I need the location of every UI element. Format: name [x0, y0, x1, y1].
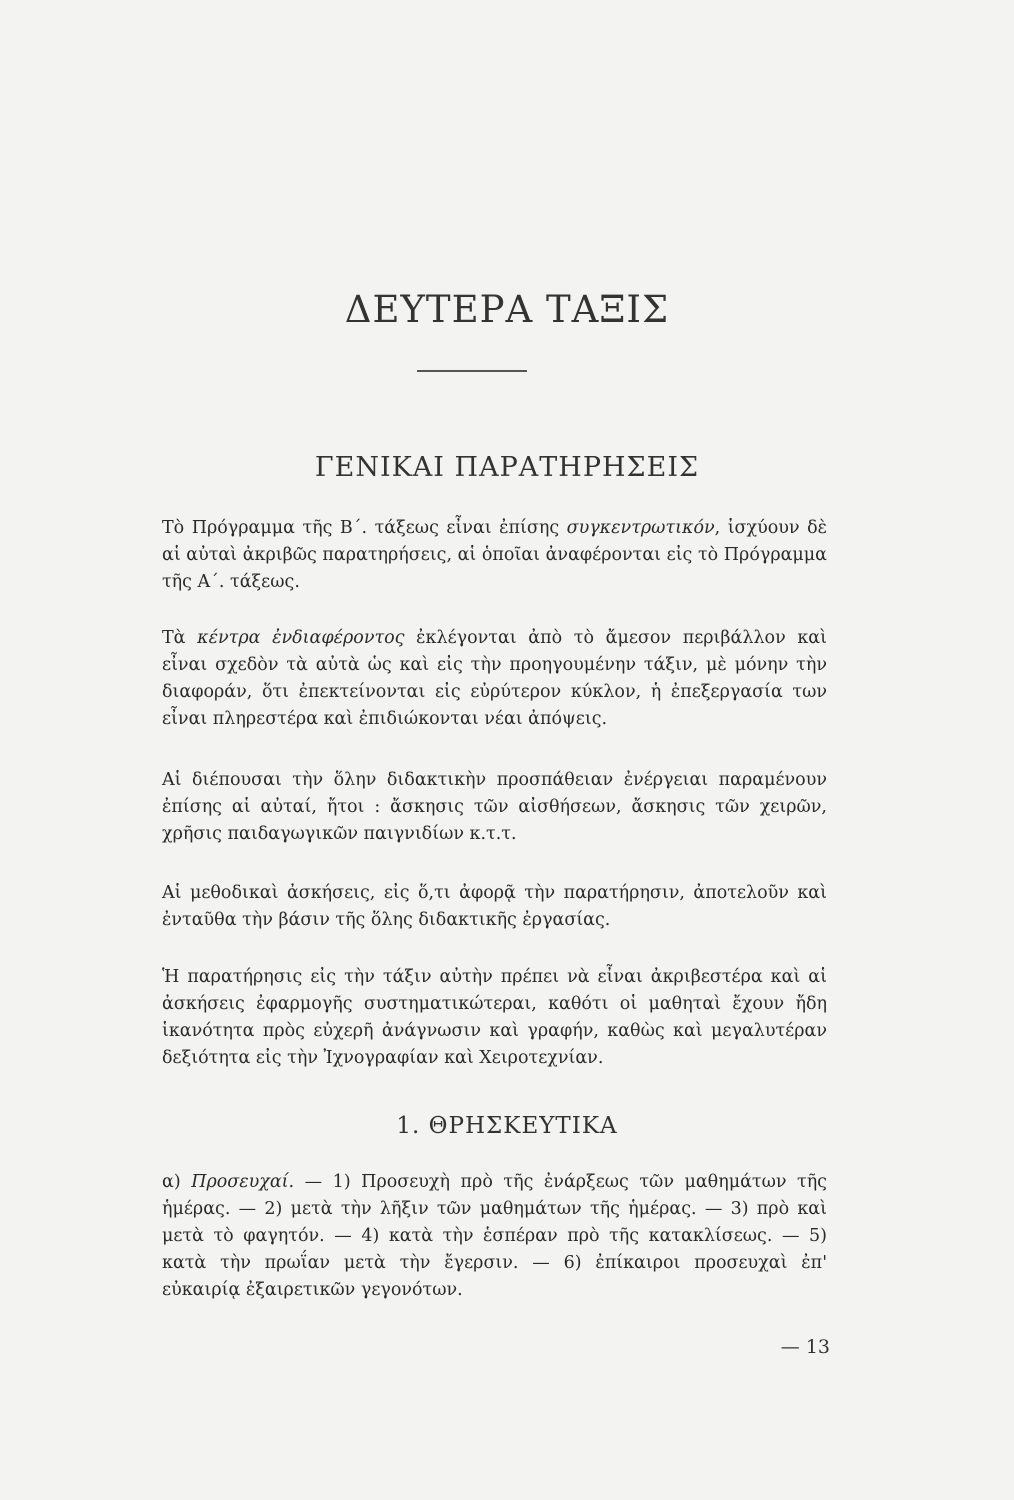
- paragraph-2-emphasis: κέντρα ἐνδιαφέροντος: [197, 628, 405, 648]
- paragraph-6-text-c: — 1) Προσευχὴ πρὸ τῆς ἐνάρξεως τῶν μαθημάτων τῆς ἡμέρας. — 2) μετὰ τὴν λῆξιν τῶν μαθημάτων τῆς ἡμέρας. — 3) πρὸ καὶ μετὰ τὸ φαγητόν. — 4) κατὰ τὴν ἑσπέραν πρὸ τῆς κατακλίσεως. — 5) κατὰ τὴν πρωΐαν μετὰ τὴν ἔγερσιν. — 6) ἐπίκαιροι προσευχαὶ ἐπ' εὐκαιρίᾳ ἐξαιρετικῶν γεγονότων.: [162, 1172, 827, 1300]
- paragraph-3: Αἱ διέπουσαι τὴν ὅλην διδακτικὴν προσπάθειαν ἐνέργειαι παραμένουν ἐπίσης αἱ αὐταί, ἤτοι : ἄσκησις τῶν αἰσθήσεων, ἄσκησις τῶν χειρῶν, χρῆσις παιδαγωγικῶν παιγνιδίων κ.τ.τ.: [162, 770, 827, 844]
- paragraph-2: [162, 625, 827, 733]
- paragraph-5: Ἡ παρατήρησις εἰς τὴν τάξιν αὐτὴν πρέπει νὰ εἶναι ἀκριβεστέρα καὶ αἱ ἀσκήσεις ἐφαρμογῆς συστηματικώτεραι, καθότι οἱ μαθηταὶ ἔχουν ἤδη ἱκανότητα πρὸς εὐχερῆ ἀνάγνωσιν καὶ γραφήν, καθὼς καὶ μεγαλυτέραν δεξιότητα εἰς τὴν Ἰχνογραφίαν καὶ Χειροτεχνίαν.: [162, 967, 827, 1068]
- paragraph-4: Αἱ μεθοδικαὶ ἀσκήσεις, εἰς ὅ,τι ἀφορᾷ τὴν παρατήρησιν, ἀποτελοῦν καὶ ἐνταῦθα τὴν βάσιν τῆς ὅλης διδακτικῆς ἐργασίας.: [162, 883, 827, 930]
- paragraph-2-text-c: ἐκλέγονται ἀπὸ τὸ ἄμεσον περιβάλλον καὶ εἶναι σχεδὸν τὰ αὐτὰ ὡς καὶ εἰς τὴν προηγουμένην τάξιν, μὲ μόνην τὴν διαφοράν, ὅτι ἐπεκτείνονται εἰς εὐρύτερον κύκλον, ἡ ἐπεξεργασία των εἶναι πληρεστέρα καὶ ἐπιδιώκονται νέαι ἀπόψεις.: [162, 628, 827, 729]
- title-divider: [417, 370, 527, 372]
- subject-title: 1. ΘΡΗΣΚΕΥΤΙΚΑ: [396, 1113, 618, 1139]
- paragraph-1-text-a: Τὸ Πρόγραμμα τῆς Β΄. τάξεως εἶναι ἐπίσης: [162, 518, 567, 538]
- paragraph-1-text-c: , ἰσχύουν δὲ αἱ αὐταὶ ἀκριβῶς παρατηρήσεις, αἱ ὁποῖαι ἀναφέρονται εἰς τὸ Πρόγραμμα τῆς Α΄. τάξεως.: [162, 518, 827, 592]
- page-number: — 13: [780, 1336, 830, 1358]
- paragraph-6-text-a: α): [162, 1172, 192, 1192]
- main-title: ΔΕΥΤΕΡΑ ΤΑΞΙΣ: [344, 288, 670, 331]
- paragraph-1: [162, 515, 827, 596]
- paragraph-6-emphasis: Προσευχαί.: [191, 1172, 295, 1192]
- paragraph-2-text-a: Τὰ: [162, 628, 198, 648]
- paragraph-1-emphasis: συγκεντρωτικόν: [566, 518, 715, 538]
- section-title: ΓΕΝΙΚΑΙ ΠΑΡΑΤΗΡΗΣΕΙΣ: [314, 452, 700, 483]
- paragraph-6: [162, 1169, 827, 1304]
